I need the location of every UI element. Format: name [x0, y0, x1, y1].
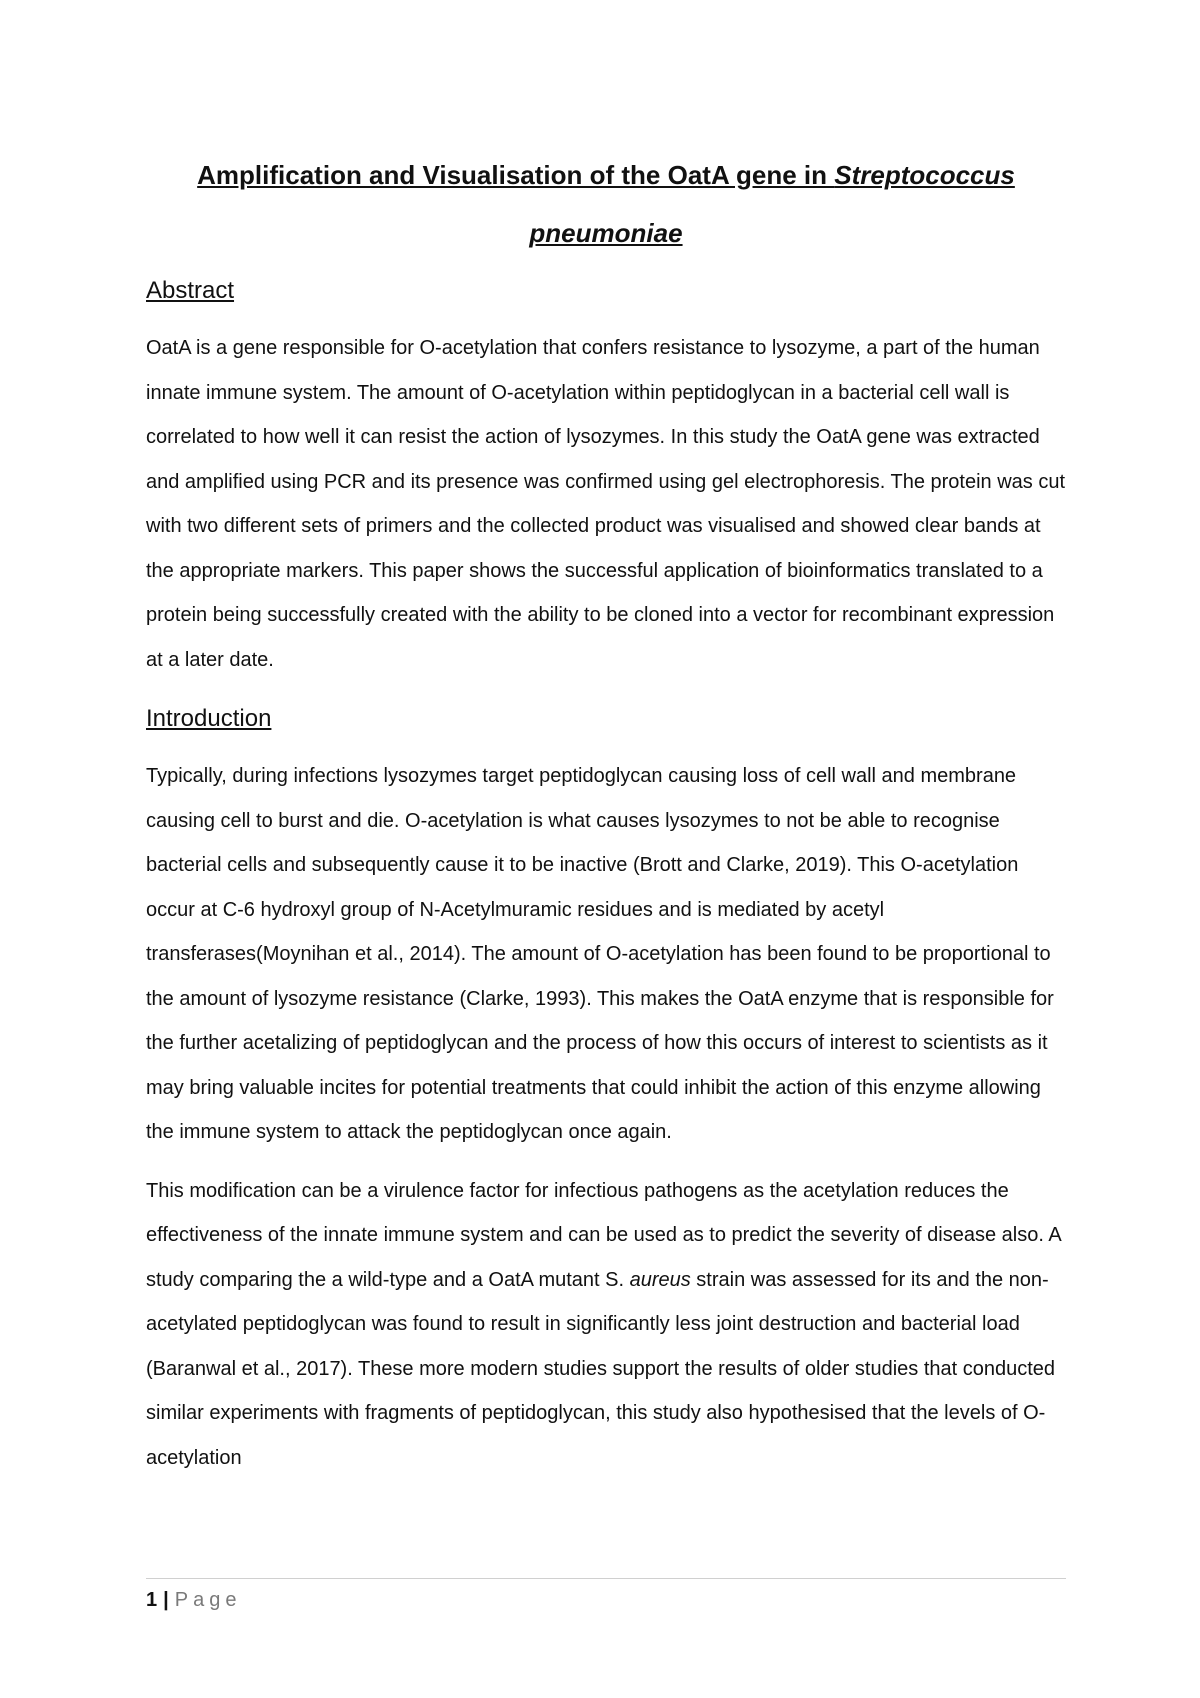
title-species: pneumoniae [529, 218, 683, 248]
paragraph-text: This modification can be a virulence factor for infectious pathogens as the acetylation reduces the effectiveness of the innate immune system and can be used as to predict the severity of disease also. A study comparing the a wild-type and a OatA mutant S. [146, 1179, 1061, 1291]
page-footer [146, 1578, 1066, 1615]
document-body [146, 146, 1066, 1494]
title-genus: Streptococcus [834, 160, 1015, 190]
introduction-heading: Introduction [146, 705, 272, 732]
title-text: Amplification and Visualisation of the OatA gene in [197, 160, 835, 190]
abstract-paragraph: OatA is a gene responsible for O-acetylation that confers resistance to lysozyme, a part of the human innate immune system. The amount of O-acetylation within peptidoglycan in a bacterial cell wall is correlated to how well it can resist the action of lysozymes. In this study the OatA gene was extracted and amplified using PCR and its presence was confirmed using gel electrophoresis. The protein was cut with two different sets of primers and the collected product was visualised and showed clear bands at the appropriate markers. This paper shows the successful application of bioinformatics translated to a protein being successfully created with the ability to be cloned into a vector for recombinant expression at a later date. [146, 337, 1066, 671]
introduction-paragraph-1: Typically, during infections lysozymes target peptidoglycan causing loss of cell wall and membrane causing cell to burst and die. O-acetylation is what causes lysozymes to not be able to recognise bacterial cells and subsequently cause it to be inactive (Brott and Clarke, 2019). This O-acetylation occur at C-6 hydroxyl group of N-Acetylmuramic residues and is mediated by acetyl transferases(Moynihan et al., 2014). The amount of O-acetylation has been found to be proportional to the amount of lysozyme resistance (Clarke, 1993). This makes the OatA enzyme that is responsible for the further acetalizing of peptidoglycan and the process of how this occurs of interest to scientists as it may bring valuable incites for potential treatments that could inhibit the action of this enzyme allowing the immune system to attack the peptidoglycan once again. [146, 765, 1054, 1143]
document-title [146, 146, 1066, 262]
footer-separator: | [163, 1589, 169, 1611]
abstract-heading: Abstract [146, 277, 235, 304]
paragraph-text: strain was assessed for its and the non-acetylated peptidoglycan was found to result in significantly less joint destruction and bacterial load (Baranwal et al., 2017). These more modern studies support the results of older studies that conducted similar experiments with fragments of peptidoglycan, this study also hypothesised that the levels of O-acetylation [146, 1268, 1056, 1469]
introduction-paragraph-2 [146, 1169, 1066, 1481]
page-label: Page [174, 1589, 242, 1611]
page-number: 1 [146, 1589, 158, 1611]
species-name: aureus [629, 1268, 691, 1291]
